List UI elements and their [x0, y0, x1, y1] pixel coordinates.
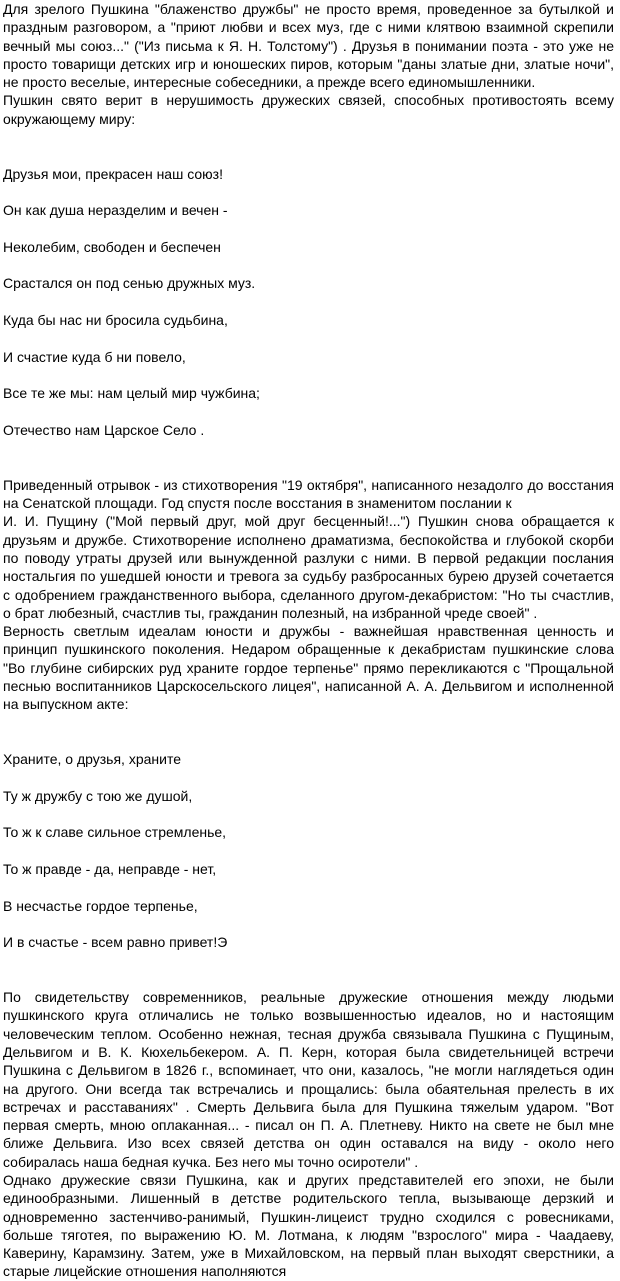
blank-line — [3, 970, 614, 988]
poem-line: То ж правде - да, неправде - нет, — [3, 860, 217, 877]
poem-line: Куда бы нас ни бросила судьбина, — [3, 312, 228, 329]
paragraph-fidelity-ideals: Верность светлым идеалам юности и дружбы - важнейшая нравственная ценность и принцип пушкинского поколения. Недаром обращенные к декабристам пушкинские слова "Во глубине сибирских руд храните гордое терпенье" прямо перекликаются с "Прощальной песнью воспитанников Царскосельского лицея", написанной А. А. Дельвигом и исполненной на выпускном акте: — [3, 623, 614, 713]
poem-farewell-song — [3, 732, 614, 970]
poem-line: Отечество нам Царское Село . — [3, 421, 205, 438]
poem-line: И счастие куда б ни повело, — [3, 348, 186, 365]
poem-line: Ту ж дружбу с тою же душой, — [3, 787, 193, 804]
blank-line — [3, 714, 614, 732]
poem-line: В несчастье гордое терпенье, — [3, 897, 198, 914]
poem-line: Он как душа неразделим и вечен - — [3, 202, 228, 219]
paragraph-friendship-bliss: Для зрелого Пушкина "блаженство дружбы" не просто время, проведенное за бутылкой и праздным разговором, а "приют любви и всех муз, где с ними клятвою взаимной скрепили вечный мы союз..." ("Из письма к Я. Н. Толстому") . Друзья в понимании поэта - это уже не просто товарищи детских игр и юношеских пиров, которым "даны златые дни, златые ночи", не просто веселые, интересные собеседники, а прежде всего единомышленники. — [3, 1, 614, 91]
poem-line: Неколебим, свободен и беспечен — [3, 238, 221, 255]
poem-line: То ж к славе сильное стремленье, — [3, 824, 227, 841]
poem-line: Храните, о друзья, храните — [3, 751, 181, 768]
paragraph-pushchin-epistle: И. И. Пущину ("Мой первый друг, мой друг бесценный!...") Пушкин снова обращается к друзьям и дружбе. Стихотворение исполнено драматизма, беспокойства и глубокой скорби по поводу утраты друзей или вынужденной разлуки с ними. В первой редакции послания ностальгия по ушедшей юности и тревога за судьбу разбросанных бурею друзей сочетается с одобрением гражданственного выбора, сделанного другом-декабристом: "Но ты счастлив, о брат любезный, счастлив ты, гражданин полезный, на избранной чреде своей" . — [3, 513, 614, 621]
paragraph-excerpt-intro: Приведенный отрывок - из стихотворения "19 октября", написанного незадолго до восстания на Сенатской площади. Год спустя после восстания в знаменитом послании к — [3, 476, 614, 512]
blank-line — [3, 128, 614, 146]
poem-line: Все те же мы: нам целый мир чужбина; — [3, 385, 260, 402]
poem-line: Срастался он под сенью дружных муз. — [3, 275, 256, 292]
poem-line: И в счастье - всем равно привет!Э — [3, 934, 228, 951]
paragraph-contemporaries-testimony: По свидетельству современников, реальные дружеские отношения между людьми пушкинского круга отличались не только возвышенностью идеалов, но и настоящим человеческим теплом. Особенно нежная, тесная дружба связывала Пушкина с Пущиным, Дельвигом и В. К. Кюхельбекером. А. П. Керн, которая была свидетельницей встречи Пушкина с Дельвигом в 1826 г., вспоминает, что они, казалось, "не могли наглядеться один на другого. Они всегда так встречались и прощались: была обаятельная прелесть в их встречах и расставаниях" . Смерть Дельвига была для Пушкина тяжелым ударом. "Вот первая смерть, мною оплаканная... - писал он П. А. Плетневу. Никто на свете не был мне ближе Дельвига. Изо всех связей детства он один оставался на виду - около него собиралась наша бедная кучка. Без него мы точно осиротели" . — [3, 989, 614, 1170]
poem-line: Друзья мои, прекрасен наш союз! — [3, 165, 223, 182]
blank-line — [3, 457, 614, 475]
paragraph-friendship-diversity: Однако дружеские связи Пушкина, как и других представителей его эпохи, не были единообразными. Лишенный в детстве родительского тепла, вызывающе дерзкий и одновременно застенчиво-ранимый, Пушкин-лицеист трудно сходился с ровесниками, больше тяготея, по выражению Ю. М. Лотмана, к людям "взрослого" мира - Чаадаеву, Каверину, Карамзину. Затем, уже в Михайловском, на первый план выходят сверстники, а старые лицейские отношения наполняются — [3, 1172, 614, 1280]
paragraph-indestructible-bonds: Пушкин свято верит в нерушимость дружеских связей, способных противостоять всему окружающему миру: — [3, 92, 614, 127]
poem-october-19 — [3, 146, 614, 457]
